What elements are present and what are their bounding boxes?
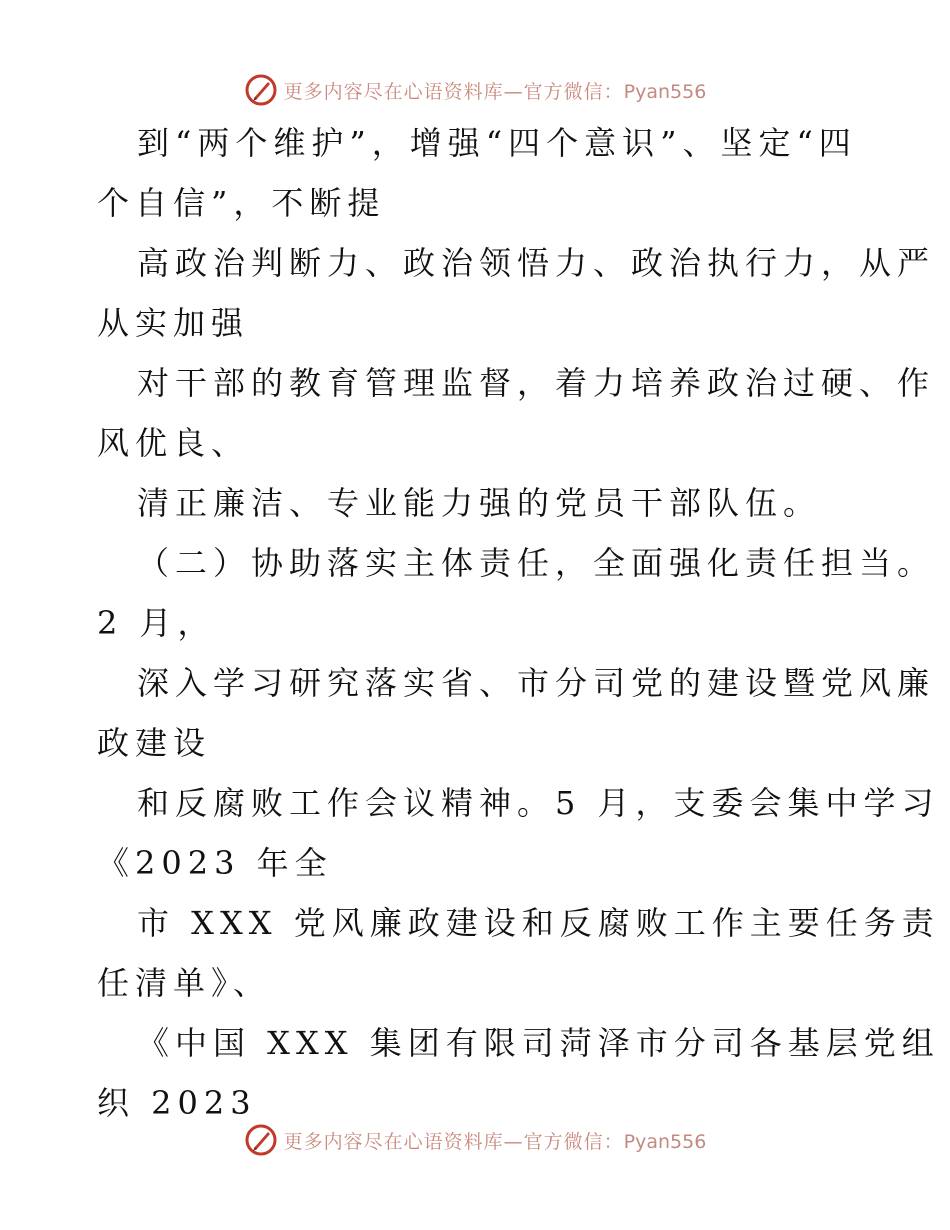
text-line: 和反腐败工作会议精神。5 月，支委会集中学习 xyxy=(137,784,940,822)
text-line: 清正廉洁、专业能力强的党员干部队伍。 xyxy=(137,484,822,522)
text-line: 2 月， xyxy=(97,604,216,642)
watermark-wechat-id: Pyan556 xyxy=(623,80,707,103)
text-line: 政建设 xyxy=(97,724,212,762)
text-line: 《2023 年全 xyxy=(97,844,333,882)
text-line: 到“两个维护”，增强“四个意识”、坚定“四 xyxy=(137,124,857,162)
header-watermark xyxy=(0,70,950,110)
text-line: 织 2023 xyxy=(97,1084,257,1122)
text-line: 市 XXX 党风廉政建设和反腐败工作主要任务责 xyxy=(137,904,940,942)
text-line: 《中国 XXX 集团有限司菏泽市分司各基层党组 xyxy=(137,1024,940,1062)
text-line: （二）协助落实主体责任，全面强化责任担当。 xyxy=(137,544,936,582)
watermark-text: 更多内容尽在心语资料库—官方微信：Pyan556 xyxy=(283,1130,707,1153)
text-line: 从实加强 xyxy=(97,304,250,342)
watermark-wechat-id: Pyan556 xyxy=(623,1130,707,1153)
text-line: 深入学习研究落实省、市分司党的建设暨党风廉 xyxy=(137,664,936,702)
text-line: 高政治判断力、政治领悟力、政治执行力，从严 xyxy=(137,244,936,282)
watermark-text: 更多内容尽在心语资料库—官方微信：Pyan556 xyxy=(283,80,707,103)
text-line: 对干部的教育管理监督，着力培养政治过硬、作 xyxy=(137,364,936,402)
text-line: 任清单》、 xyxy=(97,964,272,1002)
quill-logo-icon xyxy=(244,1123,278,1157)
quill-logo-icon xyxy=(244,73,278,107)
text-line: 个自信”，不断提 xyxy=(97,184,386,222)
text-line: 风优良、 xyxy=(97,424,250,462)
footer-watermark xyxy=(0,1120,950,1160)
